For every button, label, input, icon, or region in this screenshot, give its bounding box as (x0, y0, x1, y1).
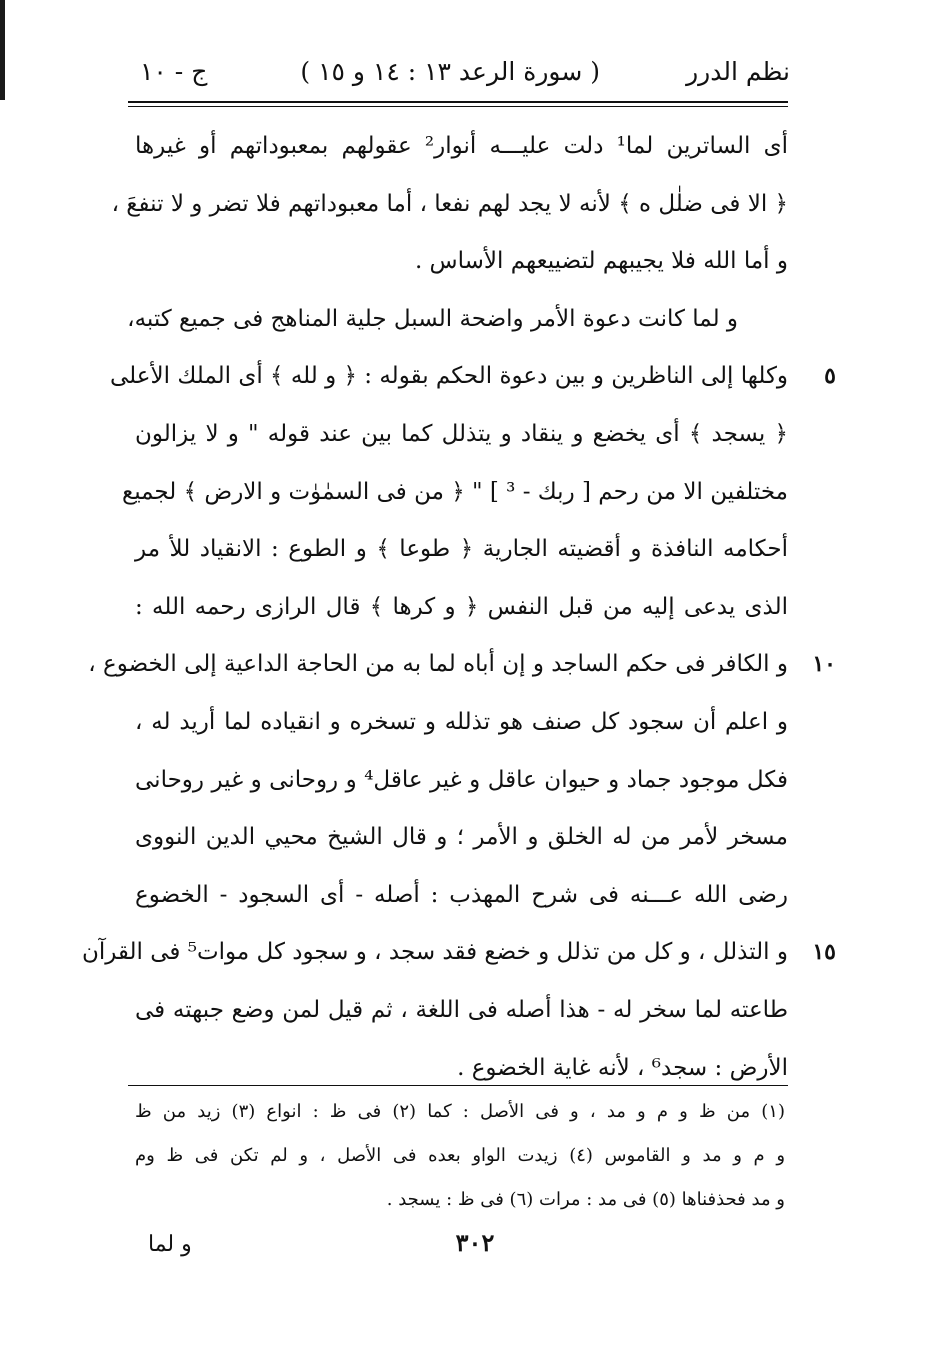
text-line-14: رضى الله عـــنه فى شرح المهذب : أصله - أى السجود - الخضوع (135, 881, 788, 908)
line-marker-5: ٥ (824, 363, 836, 390)
text-line-5-content: وكلها إلى الناظرين و بين دعوة الحكم بقوله : ﴿ و لله ﴾ أى الملك الأعلى (110, 363, 788, 390)
text-line-13: مسخر لأمر من له الخلق و الأمر ؛ و قال الشيخ محيي الدين النووى (135, 824, 788, 851)
header-rule-thin (128, 106, 788, 107)
text-line-4: و لما كانت دعوة الأمر واضحة السبل جلية المناهج فى جميع كتبه، (127, 305, 738, 332)
text-line-5 (110, 348, 836, 406)
header-rule-thick (128, 101, 788, 103)
text-line-3: و أما الله فلا يجيبهم لتضييعهم الأساس . (414, 248, 788, 275)
page-number: ٣٠٢ (455, 1228, 495, 1257)
book-title: نظم الدرر (686, 57, 790, 86)
text-line-17: الأرض : سجد⁶ ، لأنه غاية الخضوع . (457, 1054, 788, 1081)
text-line-16: طاعته لما سخر له - هذا أصله فى اللغة ، ثم قيل لمن وضع جبهته فى (135, 996, 788, 1023)
scan-edge-mark (0, 0, 5, 100)
volume-number: ج - ١٠ (140, 57, 208, 86)
footnote-line-2: و م و مد و القاموس (٤) زيدت الواو بعده فى الأصل ، و لم تكن فى ظ وم (135, 1145, 786, 1166)
text-line-15 (81, 924, 836, 982)
footnotes (135, 1090, 785, 1222)
text-line-12: فكل موجود جماد و حيوان عاقل و غير عاقل⁴ و روحانى و غير روحانى (135, 766, 788, 793)
catchword: و لما (148, 1232, 192, 1257)
line-marker-10: ١٠ (812, 651, 836, 678)
text-line-6: ﴿ يسجد ﴾ أى يخضع و ينقاد و يتذلل كما بين عند قوله " و لا يزالون (135, 420, 788, 447)
main-text (81, 118, 836, 1097)
text-line-9: الذى يدعى إليه من قبل النفس ﴿ و كرها ﴾ قال الرازى رحمه الله : (135, 593, 788, 620)
surah-reference: ( سورة الرعد ١٣ : ١٤ و ١٥ ) (300, 57, 600, 86)
text-line-1: أى الساترين لما¹ دلت عليـــه أنوار² عقولهم بمعبوداتهم أو غيرها (135, 133, 788, 159)
running-header (140, 52, 790, 92)
text-line-7: مختلفين الا من رحم [ ربك - ³ ] " ﴿ من فى السمٰوٰت و الارض ﴾ لجميع (121, 478, 788, 505)
footnote-line-3: و مد فحذفناها (٥) فى مد : مرات (٦) فى ظ : يسجد . (386, 1189, 785, 1210)
text-line-8: أحكامه النافذة و أقضيته الجارية ﴿ طوعا ﴾ و الطوع : الانقياد للأ مر (135, 536, 788, 563)
footnote-rule (128, 1085, 788, 1086)
line-marker-15: ١٥ (812, 939, 836, 966)
text-line-2: ﴿ الا فى ضلٰل ه ﴾ لأنه لا يجد لهم نفعا ، أما معبوداتهم فلا تضر و لا تنفعَ ، (111, 190, 788, 217)
footnote-line-1: (١) من ظ و م و مد ، و فى الأصل : كما (٢) فى ظ : انواع (٣) زيد من ظ (135, 1101, 785, 1122)
text-line-10 (88, 636, 836, 694)
text-line-11: و اعلم أن سجود كل صنف هو تذلله و تسخره و انقياده لما أريد له ، (135, 708, 788, 735)
text-line-15-content: و التذلل ، و كل من تذلل و خضع فقد سجد ، و سجود كل موات⁵ فى القرآن (81, 939, 788, 966)
text-line-10-content: و الكافر فى حكم الساجد و إن أباه لما به من الحاجة الداعية إلى الخضوع ، (88, 651, 788, 678)
